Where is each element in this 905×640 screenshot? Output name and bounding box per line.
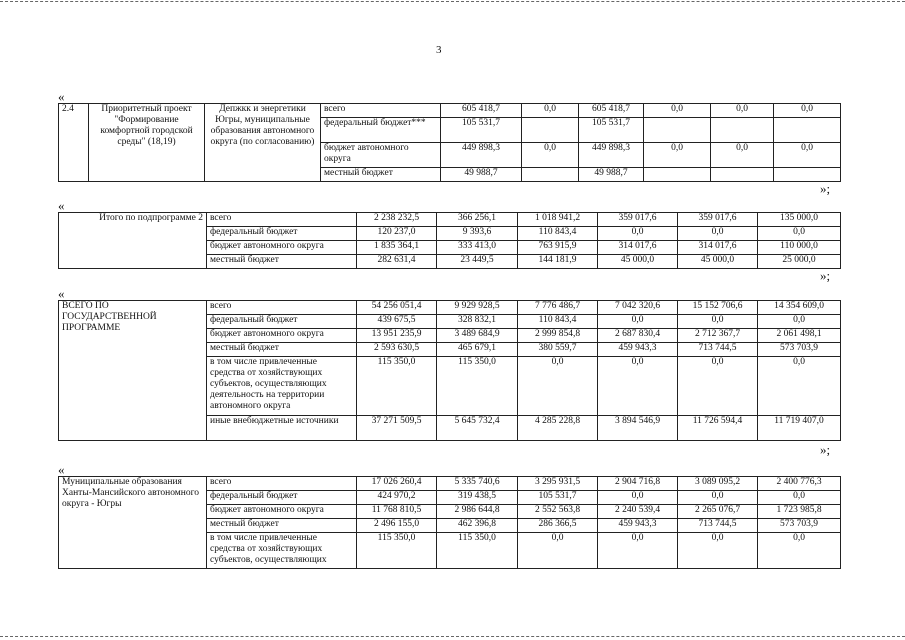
value-cell: 319 438,5	[437, 491, 518, 505]
value-cell: 3 894 546,9	[598, 416, 678, 441]
value-cell: 0,0	[758, 315, 841, 329]
value-cell: 380 559,7	[518, 343, 598, 357]
value-cell: 0,0	[518, 533, 598, 569]
value-cell: 2 999 854,8	[518, 329, 598, 343]
value-cell: 0,0	[678, 357, 758, 416]
open-quote: «	[58, 286, 65, 301]
value-cell: 0,0	[598, 315, 678, 329]
value-cell: 573 703,9	[758, 519, 841, 533]
value-cell: 4 285 228,8	[518, 416, 598, 441]
value-cell	[522, 118, 579, 143]
value-cell: 328 832,1	[437, 315, 518, 329]
value-cell: 1 723 985,8	[758, 505, 841, 519]
value-cell: 115 350,0	[357, 357, 437, 416]
value-cell: 2 238 232,5	[357, 213, 437, 227]
source-label: иные внебюджетные источники	[207, 416, 357, 441]
value-cell: 0,0	[711, 143, 774, 168]
value-cell: 0,0	[598, 533, 678, 569]
source-label: местный бюджет	[321, 168, 441, 182]
value-cell: 2 593 630,5	[357, 343, 437, 357]
value-cell: 3 489 684,9	[437, 329, 518, 343]
value-cell: 286 366,5	[518, 519, 598, 533]
value-cell: 14 354 609,0	[758, 301, 841, 315]
value-cell: 15 152 706,6	[678, 301, 758, 315]
value-cell	[711, 168, 774, 182]
table-row	[59, 104, 841, 118]
value-cell: 5 645 732,4	[437, 416, 518, 441]
source-label: федеральный бюджет***	[321, 118, 441, 143]
source-label: бюджет автономного округа	[321, 143, 441, 168]
value-cell: 573 703,9	[758, 343, 841, 357]
value-cell: 49 988,7	[579, 168, 644, 182]
value-cell: 763 915,9	[518, 241, 598, 255]
value-cell: 282 631,4	[357, 255, 437, 269]
value-cell: 0,0	[758, 227, 841, 241]
value-cell	[644, 118, 711, 143]
value-cell: 449 898,3	[579, 143, 644, 168]
value-cell: 459 943,3	[598, 519, 678, 533]
value-cell	[774, 168, 841, 182]
value-cell: 0,0	[598, 491, 678, 505]
value-cell: 1 018 941,2	[518, 213, 598, 227]
page-number: 3	[436, 44, 442, 56]
value-cell: 359 017,6	[678, 213, 758, 227]
value-cell: 2 904 716,8	[598, 477, 678, 491]
table-program-total	[58, 300, 841, 441]
value-cell: 465 679,1	[437, 343, 518, 357]
value-cell: 45 000,0	[678, 255, 758, 269]
source-label: всего	[207, 213, 357, 227]
value-cell: 459 943,3	[598, 343, 678, 357]
close-quote: »;	[820, 442, 831, 457]
page-top-edge	[0, 1, 905, 2]
value-cell: 7 776 486,7	[518, 301, 598, 315]
close-quote: »;	[820, 181, 831, 196]
value-cell: 110 843,4	[518, 315, 598, 329]
source-label: всего	[321, 104, 441, 118]
table-municipalities	[58, 476, 841, 569]
table-row	[59, 213, 841, 227]
value-cell: 115 350,0	[357, 533, 437, 569]
value-cell: 54 256 051,4	[357, 301, 437, 315]
value-cell: 0,0	[758, 533, 841, 569]
value-cell: 713 744,5	[678, 343, 758, 357]
value-cell: 0,0	[598, 227, 678, 241]
source-label: федеральный бюджет	[207, 491, 357, 505]
value-cell: 0,0	[522, 143, 579, 168]
table-row	[59, 477, 841, 491]
value-cell: 0,0	[711, 104, 774, 118]
value-cell: 0,0	[774, 104, 841, 118]
value-cell: 366 256,1	[437, 213, 518, 227]
value-cell: 0,0	[774, 143, 841, 168]
close-quote: »;	[820, 268, 831, 283]
value-cell: 11 726 594,4	[678, 416, 758, 441]
value-cell: 5 335 740,6	[437, 477, 518, 491]
item-code: 2.4	[59, 104, 89, 182]
value-cell	[522, 168, 579, 182]
value-cell	[644, 168, 711, 182]
value-cell: 9 393,6	[437, 227, 518, 241]
value-cell: 9 929 928,5	[437, 301, 518, 315]
item-name: Приоритетный проект "Формирование комфортной городской среды" (18,19)	[89, 104, 205, 182]
value-cell: 0,0	[644, 143, 711, 168]
value-cell	[711, 118, 774, 143]
value-cell: 2 986 644,8	[437, 505, 518, 519]
item-executor: Депжкк и энергетики Югры, муниципальные образования автономного округа (по согласованию)	[205, 104, 321, 182]
value-cell: 0,0	[678, 491, 758, 505]
table-subprogram-total	[58, 212, 841, 269]
value-cell: 115 350,0	[437, 357, 518, 416]
source-label: всего	[207, 477, 357, 491]
value-cell: 2 687 830,4	[598, 329, 678, 343]
value-cell: 105 531,7	[579, 118, 644, 143]
value-cell: 11 768 810,5	[357, 505, 437, 519]
value-cell: 120 237,0	[357, 227, 437, 241]
value-cell: 2 552 563,8	[518, 505, 598, 519]
source-label: федеральный бюджет	[207, 315, 357, 329]
source-label: местный бюджет	[207, 343, 357, 357]
value-cell	[774, 118, 841, 143]
value-cell: 11 719 407,0	[758, 416, 841, 441]
value-cell: 333 413,0	[437, 241, 518, 255]
source-label: бюджет автономного округа	[207, 329, 357, 343]
source-label: в том числе привлеченные средства от хозяйствующих субъектов, осуществляющих	[207, 533, 357, 569]
municipalities-title: Муниципальные образования Ханты-Мансийского автономного округа - Югры	[59, 477, 207, 569]
value-cell: 37 271 509,5	[357, 416, 437, 441]
value-cell: 144 181,9	[518, 255, 598, 269]
value-cell: 13 951 235,9	[357, 329, 437, 343]
value-cell: 359 017,6	[598, 213, 678, 227]
open-quote: «	[58, 462, 65, 477]
value-cell: 3 295 931,5	[518, 477, 598, 491]
value-cell: 110 843,4	[518, 227, 598, 241]
value-cell: 25 000,0	[758, 255, 841, 269]
open-quote: «	[58, 89, 65, 104]
value-cell: 17 026 260,4	[357, 477, 437, 491]
source-label: в том числе привлеченные средства от хозяйствующих субъектов, осуществляющих деятельность на территории автономного округа	[207, 357, 357, 416]
source-label: бюджет автономного округа	[207, 241, 357, 255]
page-bottom-edge	[0, 636, 905, 637]
value-cell: 49 988,7	[441, 168, 522, 182]
value-cell: 2 240 539,4	[598, 505, 678, 519]
source-label: бюджет автономного округа	[207, 505, 357, 519]
value-cell: 2 265 076,7	[678, 505, 758, 519]
program-title: ВСЕГО ПО ГОСУДАРСТВЕННОЙ ПРОГРАММЕ	[59, 301, 207, 441]
value-cell: 2 496 155,0	[357, 519, 437, 533]
value-cell: 0,0	[678, 533, 758, 569]
value-cell: 135 000,0	[758, 213, 841, 227]
value-cell: 605 418,7	[441, 104, 522, 118]
open-quote: «	[58, 198, 65, 213]
value-cell: 314 017,6	[678, 241, 758, 255]
value-cell: 105 531,7	[518, 491, 598, 505]
subprogram-title: Итого по подпрограмме 2	[59, 213, 207, 269]
value-cell: 0,0	[758, 491, 841, 505]
table-row	[59, 301, 841, 315]
value-cell: 0,0	[598, 357, 678, 416]
value-cell: 115 350,0	[437, 533, 518, 569]
value-cell: 0,0	[678, 227, 758, 241]
source-label: местный бюджет	[207, 519, 357, 533]
value-cell: 3 089 095,2	[678, 477, 758, 491]
value-cell: 23 449,5	[437, 255, 518, 269]
value-cell: 2 712 367,7	[678, 329, 758, 343]
source-label: всего	[207, 301, 357, 315]
value-cell: 0,0	[522, 104, 579, 118]
value-cell: 2 400 776,3	[758, 477, 841, 491]
value-cell: 7 042 320,6	[598, 301, 678, 315]
value-cell: 605 418,7	[579, 104, 644, 118]
table-priority-project	[58, 103, 841, 182]
value-cell: 0,0	[644, 104, 711, 118]
source-label: федеральный бюджет	[207, 227, 357, 241]
value-cell: 105 531,7	[441, 118, 522, 143]
value-cell: 0,0	[518, 357, 598, 416]
source-label: местный бюджет	[207, 255, 357, 269]
value-cell: 2 061 498,1	[758, 329, 841, 343]
value-cell: 439 675,5	[357, 315, 437, 329]
value-cell: 314 017,6	[598, 241, 678, 255]
value-cell: 0,0	[678, 315, 758, 329]
value-cell: 45 000,0	[598, 255, 678, 269]
value-cell: 462 396,8	[437, 519, 518, 533]
value-cell: 449 898,3	[441, 143, 522, 168]
value-cell: 0,0	[758, 357, 841, 416]
value-cell: 424 970,2	[357, 491, 437, 505]
value-cell: 713 744,5	[678, 519, 758, 533]
value-cell: 1 835 364,1	[357, 241, 437, 255]
value-cell: 110 000,0	[758, 241, 841, 255]
